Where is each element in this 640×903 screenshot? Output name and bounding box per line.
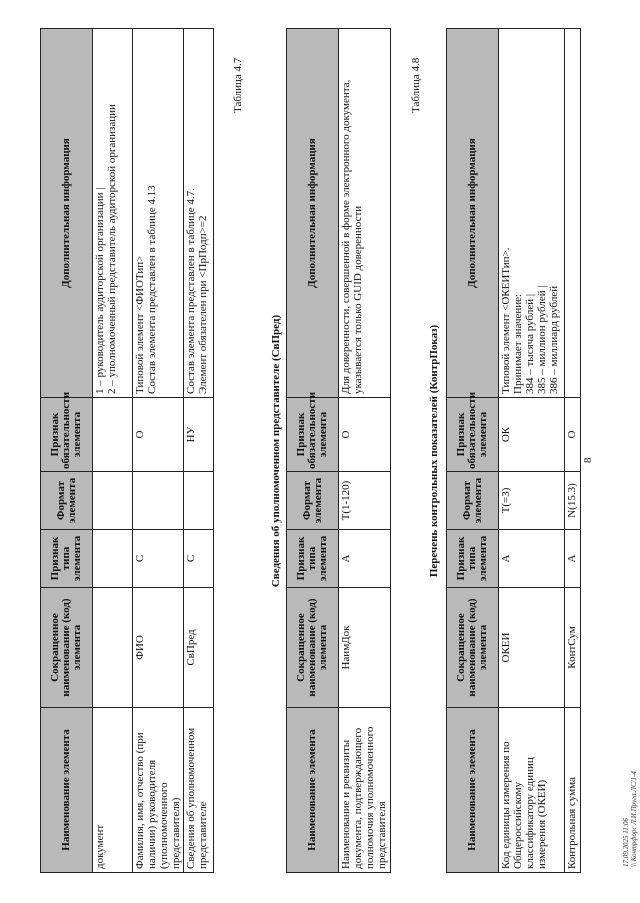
info-line: 384 – тысяча рублей |: [524, 293, 536, 394]
table-audit-signer: [40, 28, 214, 873]
table-row: [133, 29, 184, 873]
col-header-format: Формат элемента: [41, 472, 93, 530]
col-header-code: Сокращенное наименование (код) элемента: [41, 588, 93, 708]
footer-stamp: [622, 771, 638, 867]
cell-info: [133, 29, 184, 398]
info-line: Состав элемента представлен в таблице 4.13: [146, 185, 158, 394]
col-header-name: Наименование элемента: [447, 708, 499, 873]
info-line: Принимает значение:: [512, 293, 524, 394]
col-header-info: Дополнительная информация: [41, 29, 93, 398]
cell-required: ОК: [499, 398, 565, 472]
table-label-4-8: Таблица 4.8: [410, 57, 422, 113]
cell-required: О: [339, 398, 391, 472]
cell-required: О: [565, 398, 581, 472]
cell-name: Контрольная сумма: [565, 708, 581, 873]
col-header-required: Признак обязательности элемента: [41, 398, 93, 472]
table-control-indicators: [446, 28, 581, 873]
table-caption-4-8: Перечень контрольных показателей (КонтрПоказ): [428, 324, 440, 578]
table-representative: [286, 28, 391, 873]
info-line: 386 – миллиард рублей: [548, 285, 560, 394]
col-header-required: Признак обязательности элемента: [287, 398, 339, 472]
table-row: [499, 29, 565, 873]
table-label-4-7: Таблица 4.7: [232, 57, 244, 113]
info-line: Типовой элемент <ОКЕИТип>.: [500, 247, 512, 394]
table-caption-4-7: Сведения об уполномоченном представителе (СвПред): [270, 314, 282, 588]
cell-code: КонтСум: [565, 588, 581, 708]
cell-info: [184, 29, 214, 398]
footer-date: 17.09.2025 11:06: [622, 817, 630, 867]
cell-code: ОКЕИ: [499, 588, 565, 708]
cell-required: О: [133, 398, 184, 472]
table-header-row: [287, 29, 339, 873]
cell-type: А: [339, 530, 391, 588]
cell-format: [184, 472, 214, 530]
cell-format: [93, 472, 133, 530]
cell-format: N(15.3): [565, 472, 581, 530]
col-header-info: Дополнительная информация: [447, 29, 499, 398]
cell-type: А: [565, 530, 581, 588]
col-header-name: Наименование элемента: [41, 708, 93, 873]
col-header-name: Наименование элемента: [287, 708, 339, 873]
cell-name: Фамилия, имя, отчество (при наличии) руководителя (уполномоченного представителя): [133, 708, 184, 873]
col-header-type: Признак типа элемента: [447, 530, 499, 588]
col-header-type: Признак типа элемента: [41, 530, 93, 588]
cell-format: T(1-120): [339, 472, 391, 530]
table-row: [184, 29, 214, 873]
info-line: Элемент обязателен при <ПрПодп>=2: [197, 215, 209, 394]
table-row: [565, 29, 581, 873]
cell-name: Наименование и реквизиты документа, подтверждающего полномочия уполномоченного представителя: [339, 708, 391, 873]
cell-name: Код единицы измерения по Общероссийскому классификатору единиц измерения (ОКЕИ): [499, 708, 565, 873]
cell-format: T(=3): [499, 472, 565, 530]
cell-code: [93, 588, 133, 708]
col-header-format: Формат элемента: [447, 472, 499, 530]
info-line: Типовой элемент <ФИОТип>: [134, 255, 146, 394]
info-line: Для доверенности, совершенной в форме электронного документа, указывается только GUID доверенности: [340, 79, 364, 394]
col-header-code: Сокращенное наименование (код) элемента: [287, 588, 339, 708]
cell-format: [133, 472, 184, 530]
page-number: 8: [582, 457, 594, 463]
cell-code: ФИО: [133, 588, 184, 708]
cell-type: С: [133, 530, 184, 588]
info-line: 385 – миллион рублей |: [536, 285, 548, 394]
cell-info: [339, 29, 391, 398]
info-line: 1 – руководитель аудиторской организации |: [94, 187, 106, 394]
cell-name: документ: [93, 708, 133, 873]
cell-info: [565, 29, 581, 398]
col-header-type: Признак типа элемента: [287, 530, 339, 588]
cell-type: А: [499, 530, 565, 588]
cell-name: Сведения об уполномоченном представителе: [184, 708, 214, 873]
cell-info: [499, 29, 565, 398]
col-header-code: Сокращенное наименование (код) элемента: [447, 588, 499, 708]
cell-type: [93, 530, 133, 588]
cell-code: НаимДок: [339, 588, 391, 708]
info-line: Состав элемента представлен в таблице 4.7.: [185, 188, 197, 394]
cell-required: НУ: [184, 398, 214, 472]
table-header-row: [41, 29, 93, 873]
table-row: [339, 29, 391, 873]
cell-required: [93, 398, 133, 472]
footer-path: \\ Контрфорс Л.И.Пруга.ЛС/1-4: [630, 771, 638, 867]
col-header-required: Признак обязательности элемента: [447, 398, 499, 472]
col-header-format: Формат элемента: [287, 472, 339, 530]
col-header-info: Дополнительная информация: [287, 29, 339, 398]
table-header-row: [447, 29, 499, 873]
cell-type: С: [184, 530, 214, 588]
cell-code: СвПред: [184, 588, 214, 708]
info-line: 2 – уполномоченный представитель аудиторской организации: [106, 104, 118, 394]
cell-info: [93, 29, 133, 398]
table-row: [93, 29, 133, 873]
